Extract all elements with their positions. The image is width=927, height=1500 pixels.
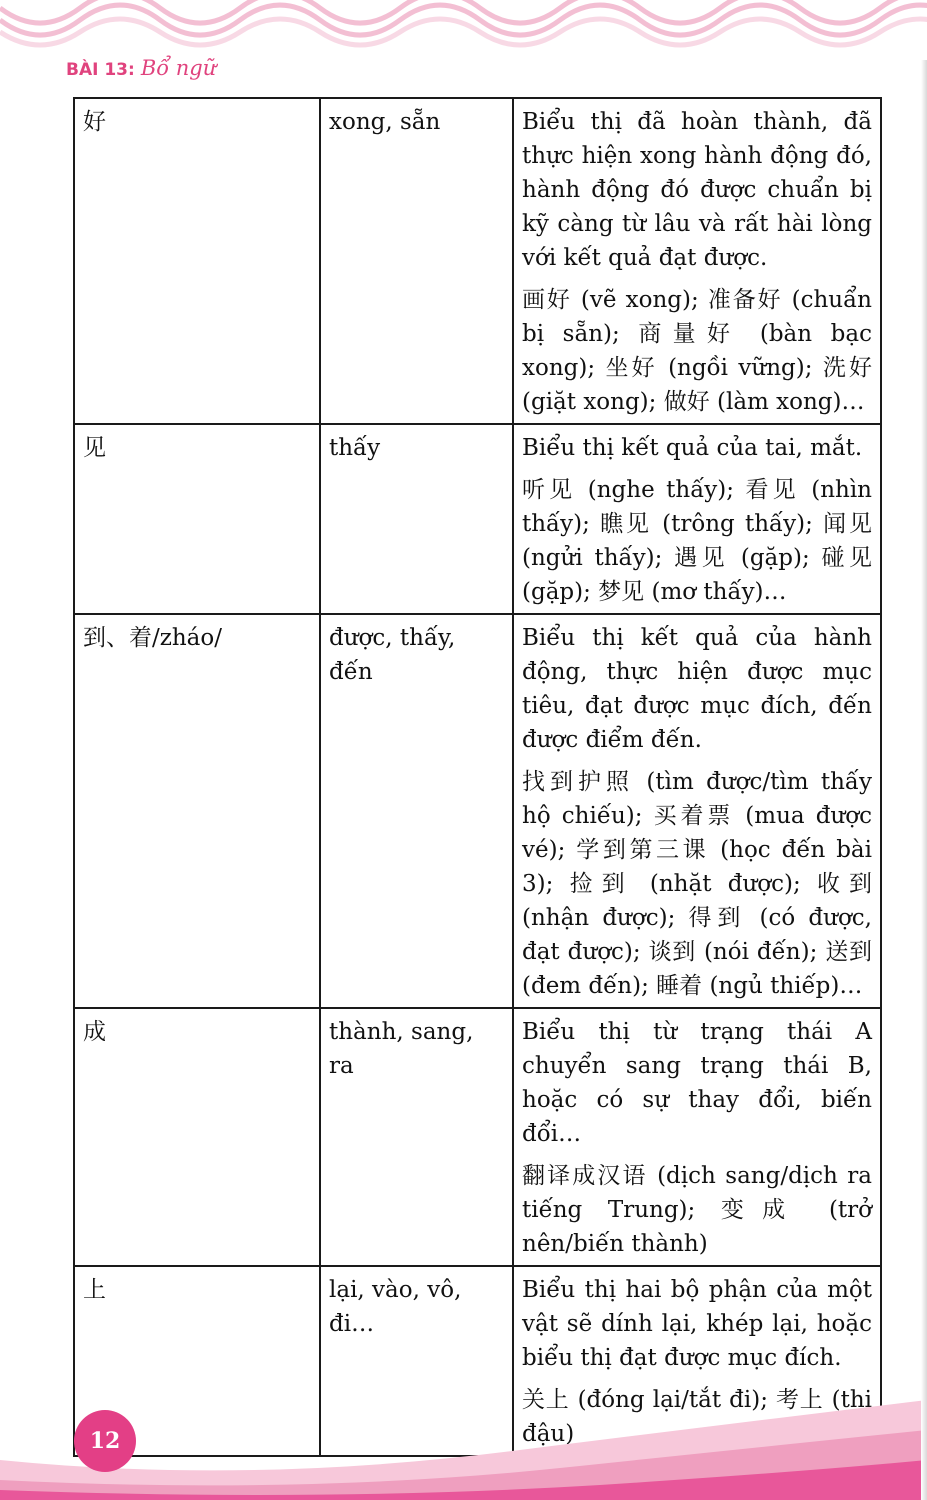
usage-description: Biểu thị từ trạng thái A chuyển sang trạng thái B, hoặc có sự thay đổi, biến đổi… [522,1019,872,1147]
table-row [74,424,881,614]
lesson-header [66,56,216,80]
usage-cell [513,98,881,424]
table-row [74,614,881,1008]
usage-description: Biểu thị kết quả của tai, mắt. [522,435,863,461]
complement-cell: 上 [74,1266,320,1456]
meaning-cell: được, thấy, đến [320,614,513,1008]
usage-description: Biểu thị hai bộ phận của một vật sẽ dính lại, khép lại, hoặc biểu thị đạt được mục đích. [522,1277,872,1371]
usage-cell [513,424,881,614]
complement-cell: 见 [74,424,320,614]
complement-cell: 好 [74,98,320,424]
complement-cell: 成 [74,1008,320,1266]
usage-examples: 找到护照 (tìm được/tìm thấy hộ chiếu); 买着票 (mua được vé); 学到第三课 (học đến bài 3); 捡到 (nhặt được); 收到 (nhận được); 得到 (có được, đạt được); 谈到 (nói đến); 送到 (đem đến); 睡着 (ngủ thiếp)… [522,769,873,999]
page-number-badge: 12 [74,1410,136,1472]
usage-examples: 听见 (nghe thấy); 看见 (nhìn thấy); 瞧见 (trông thấy); 闻见 (ngửi thấy); 遇见 (gặp); 碰见 (gặp); 梦见 (mơ thấy)… [522,477,872,605]
usage-cell [513,614,881,1008]
meaning-cell: thấy [320,424,513,614]
meaning-cell: thành, sang, ra [320,1008,513,1266]
lesson-topic: Bổ ngữ [140,56,217,80]
usage-examples: 关上 (đóng lại/tắt đi); 考上 (thi đậu) [522,1387,872,1447]
usage-description: Biểu thị đã hoàn thành, đã thực hiện xong hành động đó, hành động đó được chuẩn bị kỹ càng từ lâu và rất hài lòng với kết quả đạt được. [522,109,872,271]
top-wave-decoration [0,0,927,60]
usage-description: Biểu thị kết quả của hành động, thực hiện được mục tiêu, đạt được mục đích, đến được điểm đến. [522,625,872,753]
table-row [74,98,881,424]
meaning-cell: xong, sẵn [320,98,513,424]
lesson-label: BÀI 13: [66,60,135,80]
usage-cell [513,1008,881,1266]
complement-cell: 到、着/zháo/ [74,614,320,1008]
bottom-wave-decoration [0,1390,927,1500]
usage-examples: 画好 (vẽ xong); 准备好 (chuẩn bị sẵn); 商量好 (bàn bạc xong); 坐好 (ngồi vững); 洗好 (giặt xong); 做好 (làm xong)… [522,287,872,415]
table-row [74,1008,881,1266]
meaning-cell: lại, vào, vô, đi… [320,1266,513,1456]
complement-table [73,97,882,1457]
usage-examples: 翻译成汉语 (dịch sang/dịch ra tiếng Trung); 变成 (trở nên/biến thành) [522,1163,872,1257]
page-edge-shadow [921,60,927,1500]
